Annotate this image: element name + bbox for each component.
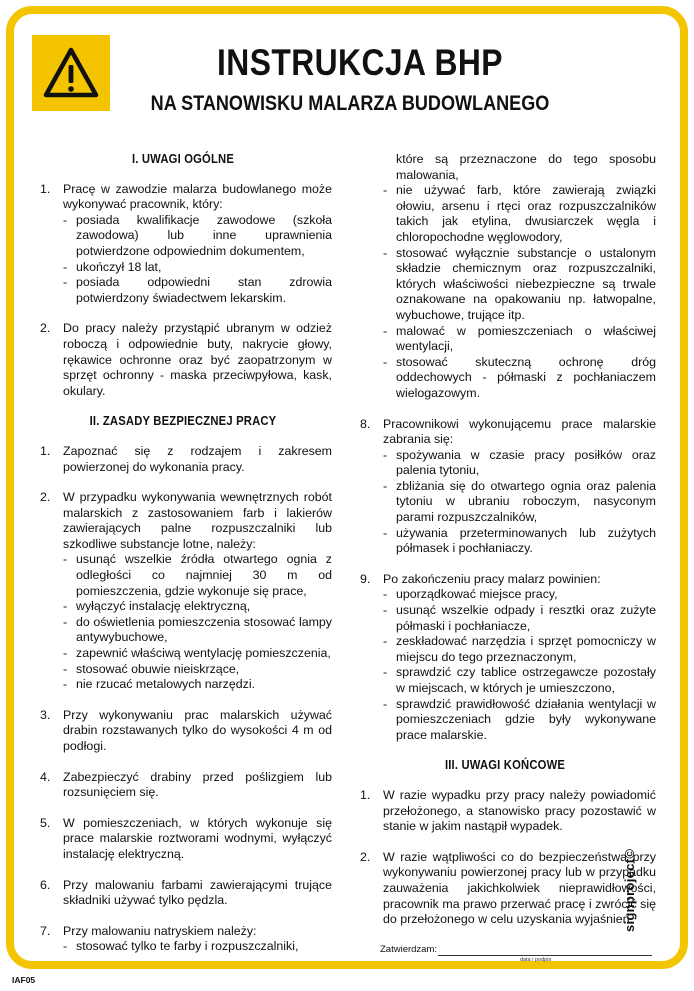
sub-item-text: nie rzucać metalowych narzędzi. (76, 677, 256, 692)
sub-item-text: posiada odpowiedni stan zdrowia potwierdzony świadectwem lekarskim. (76, 275, 332, 305)
sub-item-text: usunąć wszelkie źródła otwartego ognia z odległości co najmniej 30 m od pomieszczenia, gdzie wykonuje się prace, (76, 552, 332, 598)
page-title: INSTRUKCJA BHP (217, 42, 503, 83)
dash-marker: - (383, 587, 388, 602)
item-number: 4. (40, 769, 51, 784)
section-heading: II. ZASADY BEZPIECZNEJ PRACY (89, 414, 277, 429)
dash-marker: - (383, 603, 388, 618)
sub-item-text: stosować wyłącznie substancje o ustalonym składzie chemicznym oraz rozpuszczalniki, których właściwości niebezpieczne są trwale oznakowane na opakowaniu np. łatwopalne, wybuchowe, trujące itp. (396, 245, 656, 322)
continuation-lead: które są przeznaczone do tego sposobu malowania, (396, 152, 656, 182)
sub-item-text: do oświetlenia pomieszczenia stosować lampy antywybuchowe, (76, 614, 332, 645)
list-item (34, 708, 332, 755)
sub-item (383, 246, 656, 324)
continuation-subs (383, 183, 656, 401)
sub-item-text: zapewnić właściwą wentylację pomieszczenia, (76, 646, 331, 661)
item-text: Do pracy należy przystąpić ubranym w odzież roboczą i odpowiednie buty, nakrycie głowy, rękawice ochronne oraz być zaopatrzonym w sprzęt ochronny - maska przeciwpyłowa, kask, okulary. (63, 321, 332, 398)
item-number: 2. (40, 490, 51, 505)
item-body (63, 816, 332, 863)
sub-item (383, 183, 656, 245)
sub-item-text: posiada kwalifikacje zawodowe (szkoła zawodowa) lub inne uprawnienia potwierdzone odpowiednim dokumentem, (76, 212, 332, 258)
sub-item (383, 587, 656, 603)
dash-marker: - (63, 939, 68, 954)
item-text: W razie wątpliwości co do bezpieczeństwa przy wykonywaniu powierzonej pracy lub w przypadku zauważenia jakichkolwiek nieprawidłowości, pracownik ma prawo przerwać pracę i zwrócić się do przełożonego w celu uzyskania wyjaśnień. (383, 849, 656, 927)
section-heading: III. UWAGI KOŃCOWE (444, 758, 566, 773)
item-body (63, 182, 332, 307)
sub-item-text: sprawdzić prawidłowość działania wentylacji w pomieszczeniach gdzie były wykonywane prace malarskie. (396, 696, 656, 742)
item-number: 7. (40, 923, 51, 938)
item-body (63, 490, 332, 693)
dash-marker: - (383, 525, 388, 540)
dash-marker: - (383, 323, 388, 338)
dash-marker: - (63, 259, 68, 274)
item-text: Pracę w zawodzie malarza budowlanego może wykonywać pracownik, który: (63, 181, 332, 212)
dash-marker: - (383, 447, 388, 462)
dash-marker: - (63, 275, 68, 290)
list-item (34, 924, 332, 955)
item-text: Przy wykonywaniu prac malarskich używać drabin rozstawanych tylko do wysokości 4 m od podłogi. (63, 707, 332, 753)
dash-marker: - (383, 634, 388, 649)
item-body (63, 924, 332, 955)
sub-item (63, 213, 332, 260)
item-body (383, 788, 656, 835)
page-subtitle: NA STANOWISKU MALARZA BUDOWLANEGO (150, 92, 550, 115)
dash-marker: - (383, 245, 388, 260)
right-column (354, 152, 656, 943)
dash-marker: - (63, 599, 68, 614)
sub-item-text: uporządkować miejsce pracy, (396, 587, 558, 602)
list-item (354, 417, 656, 557)
left-column (34, 152, 332, 970)
item-body (383, 850, 656, 928)
list-item (34, 816, 332, 863)
item-body (63, 321, 332, 399)
sub-item (63, 939, 332, 955)
sub-item (63, 615, 332, 646)
list-item (34, 490, 332, 693)
sub-item (63, 677, 332, 693)
sub-item (383, 448, 656, 479)
sub-item (63, 552, 332, 599)
section-2-list (34, 444, 332, 955)
sub-item-text: zeskładować narzędzia i sprzęt pomocniczy w miejscu do tego przeznaczonym, (396, 634, 656, 664)
list-item (354, 788, 656, 835)
brand-label: signproject© (622, 848, 637, 932)
list-item (34, 770, 332, 801)
list-item (354, 572, 656, 744)
item-number: 8. (360, 416, 371, 431)
sub-item (63, 662, 332, 678)
item-body (63, 708, 332, 755)
sub-item-text: wyłączyć instalację elektryczną, (76, 599, 251, 614)
item-text: Przy malowaniu natryskiem należy: (63, 923, 257, 938)
sub-item (63, 599, 332, 615)
item-number: 1. (40, 443, 51, 458)
product-code: IAF05 (12, 975, 36, 985)
item-number: 9. (360, 571, 371, 586)
item-number: 5. (40, 815, 51, 830)
dash-marker: - (383, 478, 388, 493)
sub-item-text: sprawdzić czy tablice ostrzegawcze pozostały w miejscach, w których je umieszczono, (396, 665, 656, 695)
dash-marker: - (63, 661, 68, 676)
sub-item (63, 275, 332, 306)
item-text: Przy malowaniu farbami zawierającymi trujące składniki używać tylko pędzla. (63, 877, 332, 908)
dash-marker: - (63, 646, 68, 661)
dash-marker: - (383, 665, 388, 680)
sub-item-text: stosować tylko te farby i rozpuszczalniki, (76, 939, 299, 954)
item-body (383, 572, 656, 744)
list-item (34, 444, 332, 475)
section-3-list (354, 788, 656, 928)
dash-marker: - (383, 183, 388, 198)
item-text: Po zakończeniu pracy malarz powinien: (383, 571, 601, 586)
sub-item-text: stosować skuteczną ochronę dróg oddechowych - półmaski z pochłaniaczem wielogazowym. (396, 354, 656, 400)
item-body (63, 770, 332, 801)
list-item (354, 850, 656, 928)
sub-item (63, 260, 332, 276)
item-text: Zapoznać się z rodzajem i zakresem powierzonej do wykonania pracy. (63, 443, 332, 474)
item-number: 2. (360, 849, 371, 864)
sub-item-text: spożywania w czasie pracy posiłków oraz palenia tytoniu, (396, 447, 656, 478)
sub-item-text: stosować obuwie nieiskrzące, (76, 661, 240, 676)
item-text: Zabezpieczyć drabiny przed poślizgiem lub rozsunięciem się. (63, 769, 332, 800)
list-item (34, 321, 332, 399)
sub-item (63, 646, 332, 662)
dash-marker: - (63, 677, 68, 692)
sub-item (383, 526, 656, 557)
item-body (63, 878, 332, 909)
warning-sign (32, 35, 110, 111)
list-item (34, 878, 332, 909)
sub-item-text: usunąć wszelkie odpady i resztki oraz zużyte półmaski i pochłaniacze, (396, 603, 656, 633)
section-1-list (34, 182, 332, 400)
section-heading: I. UWAGI OGÓLNE (131, 152, 235, 166)
list-item (34, 182, 332, 307)
sub-item (383, 634, 656, 665)
item-number: 2. (40, 321, 51, 336)
item-number: 1. (40, 181, 51, 196)
dash-marker: - (63, 552, 68, 567)
sub-item (383, 697, 656, 744)
signature-line (438, 955, 652, 956)
dash-marker: - (383, 696, 388, 711)
item-text: W przypadku wykonywania wewnętrznych robót malarskich z zastosowaniem farb i lakierów zawierających palne rozpuszczalniki lub szkodliwe substancje lotne, należy: (63, 490, 332, 551)
item-text: Pracownikowi wykonującemu prace malarskie zabrania się: (383, 416, 656, 447)
sub-item-text: nie używać farb, które zawierają związki ołowiu, arsenu i rtęci oraz rozpuszczalników takich jak etylina, dwusiarczek węgla i chloropochodne węglowodory, (396, 183, 656, 244)
item-number: 1. (360, 787, 371, 802)
sub-item (383, 603, 656, 634)
dash-marker: - (63, 614, 68, 629)
section-2-list-continued (354, 417, 656, 744)
sub-item-text: zbliżania się do otwartego ognia oraz palenia tytoniu w ubraniu roboczym, nasyconym parami rozpuszczalników, (396, 478, 656, 525)
sub-item (383, 665, 656, 696)
sub-item (383, 355, 656, 402)
sub-item (383, 324, 656, 355)
item-body (63, 444, 332, 475)
dash-marker: - (63, 212, 68, 227)
dash-marker: - (383, 354, 388, 369)
item-number: 6. (40, 877, 51, 892)
date-label: data i podpis (520, 957, 552, 963)
item-number: 3. (40, 707, 51, 722)
item-body (383, 417, 656, 557)
approve-label: Zatwierdzam: (380, 944, 438, 955)
continuation-block (354, 152, 656, 402)
sub-item-text: ukończył 18 lat, (76, 259, 162, 274)
item-text: W razie wypadku przy pracy należy powiadomić przełożonego, a stanowisko pracy pozostawić w stanie w jakim nastąpił wypadek. (383, 787, 656, 834)
sub-item (383, 479, 656, 526)
item-text: W pomieszczeniach, w których wykonuje się prace malarskie roztworami wodnymi, wyłączyć instalację elektryczną. (63, 815, 332, 861)
warning-triangle-icon (41, 43, 101, 103)
sub-item-text: malować w pomieszczeniach o właściwej wentylacji, (396, 323, 656, 354)
sub-item-text: używania przeterminowanych lub zużytych półmasek i pochłaniaczy. (396, 525, 656, 556)
